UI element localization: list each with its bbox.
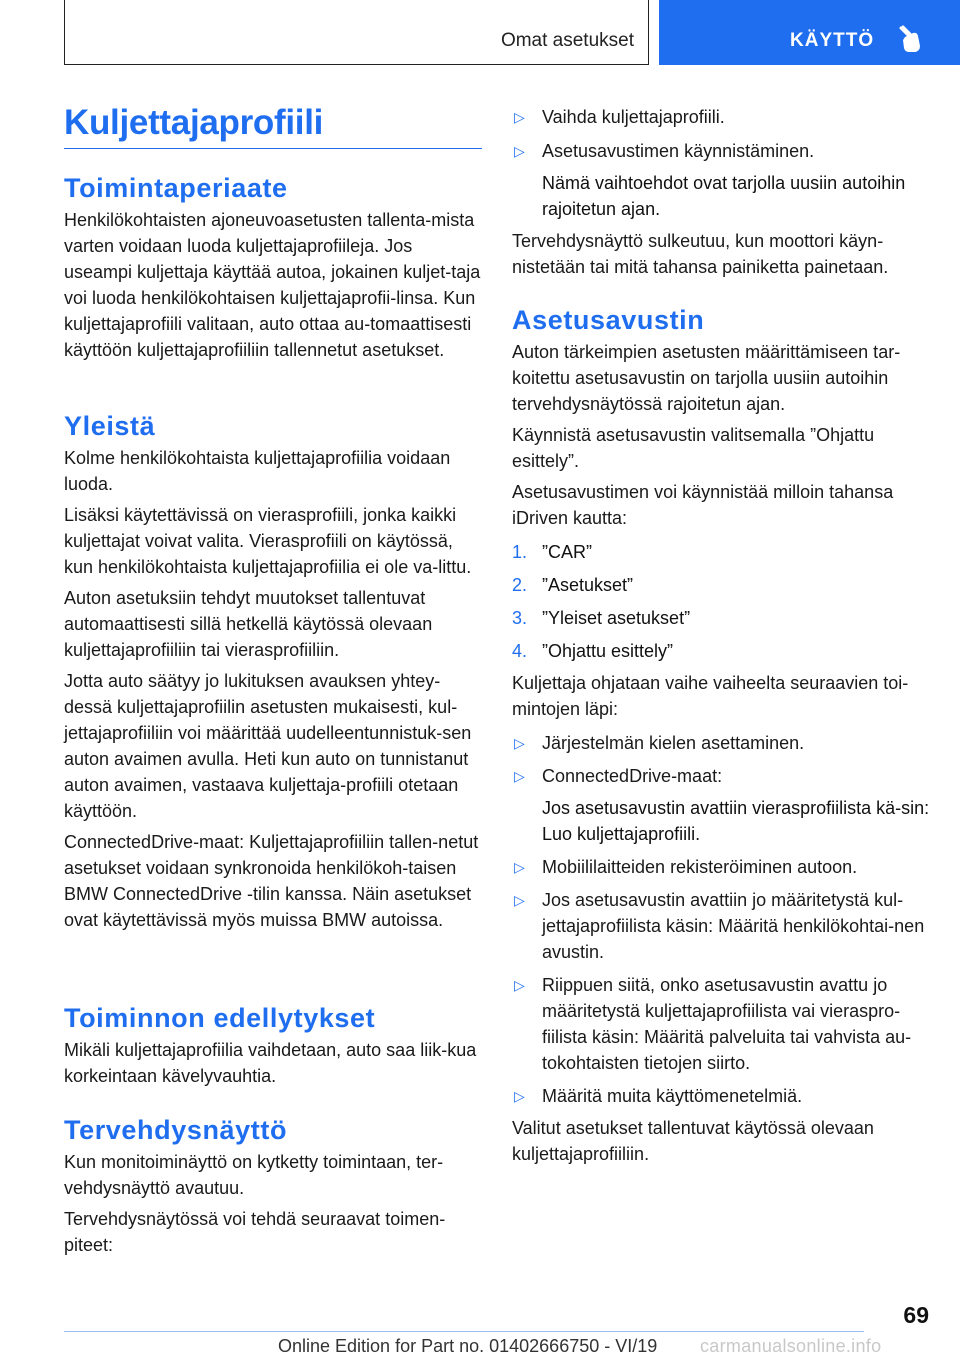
triangle-bullet-icon: ▷ [514,1088,525,1104]
paragraph: Tervehdysnäyttö sulkeutuu, kun moottori käyn-nistetään tai mitä tahansa painiketta painetaan. [512,231,889,277]
heading-asetusavustin: Asetusavustin [512,305,705,335]
watermark: carmanualsonline.info [700,1336,882,1356]
step-item: 4. ”Ohjattu esittely” [512,641,674,661]
section-tervehdysnaytto [64,1113,482,1258]
list-item: ▷ Vaihda kuljettajaprofiili. [512,104,932,130]
footer-divider [64,1331,864,1332]
list-item: ▷ Jos asetusavustin avattiin jo määritetystä kul-jettajaprofiilista käsin: Määritä henkilökohtai-nen avustin. [512,887,932,965]
paragraph: Valitut asetukset tallentuvat käytössä olevaan kuljettajaprofiiliin. [512,1118,874,1164]
page-number: 69 [903,1302,929,1328]
heading-toiminnon-edellytykset: Toiminnon edellytykset [64,1003,376,1033]
list-item-note: Jos asetusavustin avattiin vierasprofiilista kä-sin: Luo kuljettajaprofiili. [542,798,930,844]
step-item: 2. ”Asetukset” [512,575,634,595]
section-yleista [64,409,482,933]
list-item: ▷ Mobiililaitteiden rekisteröiminen autoon. [512,854,932,880]
paragraph: Auton tärkeimpien asetusten määrittämiseen tar-koitettu asetusavustin on tarjolla uusiin autoihin tervehdysnäytössä rajoitetun ajan. [512,342,901,414]
triangle-bullet-icon: ▷ [514,768,525,784]
list-item: ▷ ConnectedDrive-maat: [512,763,932,789]
paragraph: Kolme henkilökohtaista kuljettajaprofiilia voidaan luoda. [64,448,451,494]
triangle-bullet-icon: ▷ [514,143,525,159]
step-item: 1. ”CAR” [512,542,592,562]
paragraph: Käynnistä asetusavustin valitsemalla ”Ohjattu esittely”. [512,425,875,471]
numbered-steps [512,539,932,664]
triangle-bullet-icon: ▷ [514,892,525,908]
paragraph: Tervehdysnäytössä voi tehdä seuraavat toimen-piteet: [64,1209,446,1255]
triangle-bullet-icon: ▷ [514,735,525,751]
hand-pointer-icon [895,24,925,54]
list-item: ▷ Järjestelmän kielen asettaminen. [512,730,932,756]
list-item: ▷ Määritä muita käyttömenetelmiä. [512,1083,932,1109]
paragraph: Lisäksi käytettävissä on vierasprofiili, jonka kaikki kuljettajat voivat valita. Vierasprofiili on käytössä, kun henkilökohtaista kuljettajaprofiilia ei ole va-littu. [64,505,472,577]
paragraph: Kun monitoiminäyttö on kytketty toimintaan, ter-vehdysnäyttö avautuu. [64,1152,444,1198]
list-item-note: Nämä vaihtoehdot ovat tarjolla uusiin autoihin rajoitetun ajan. [542,173,906,219]
heading-tervehdysnaytto: Tervehdysnäyttö [64,1115,288,1145]
heading-toimintaperiaate: Toimintaperiaate [64,173,288,203]
list-item: ▷ Riippuen siitä, onko asetusavustin avattu jo määritetystä kuljettajaprofiilista vai vieraspro-fiilista käsin: Määritä palveluita tai vahvista au-tokohtaisten tietojen siirto. [512,972,932,1076]
triangle-bullet-icon: ▷ [514,977,525,993]
triangle-bullet-icon: ▷ [514,109,525,125]
right-column [512,104,932,1167]
list-item: ▷ Asetusavustimen käynnistäminen. [512,138,932,164]
paragraph: Auton asetuksiin tehdyt muutokset tallentuvat automaattisesti sillä hetkellä käytössä olevaan kuljettajaprofiiliin tai vierasprofiiliin. [64,588,433,660]
heading-yleista: Yleistä [64,411,156,441]
header-chapter-label: KÄYTTÖ [790,30,875,51]
paragraph: Mikäli kuljettajaprofiilia vaihdetaan, auto saa liik-kua korkeintaan kävelyvauhtia. [64,1040,477,1086]
paragraph: Henkilökohtaisten ajoneuvoasetusten tallenta-mista varten voidaan luoda kuljettajaprofiileja. Jos useampi kuljettaja käyttää autoa, jokainen kuljet-taja voi luoda henkilökohtaisen kuljettajaprofii-linsa. Kun kuljettajaprofiili valitaan, auto ottaa au-tomaattisesti käyttöön kuljettajaprofiiliin tallennetut asetukset. [64,210,481,360]
page-title: Kuljettajaprofiili [64,103,324,142]
header-section-box [64,0,649,65]
step-item: 3. ”Yleiset asetukset” [512,608,691,628]
paragraph: Kuljettaja ohjataan vaihe vaiheelta seuraavien toi-mintojen läpi: [512,673,909,719]
triangle-bullet-icon: ▷ [514,859,525,875]
header-chapter-tab[interactable] [659,0,960,65]
paragraph: Jotta auto säätyy jo lukituksen avauksen yhtey-dessä kuljettajaprofiilin asetusten mukaisesti, kul-jettajaprofiiliin voi määrittää uudelleentunnistuk-sen auton avaimen avulla. Heti kun auto on tunnistanut auton avaimen, vastaava kuljettaja-profiili otetaan käyttöön. [64,671,472,821]
section-toimintaperiaate [64,171,482,363]
paragraph: ConnectedDrive-maat: Kuljettajaprofiiliin tallen-netut asetukset voidaan synkronoida henkilökoh-taisen BMW ConnectedDrive -tilin kanssa. Näin asetukset ovat käytettävissä myös muissa BMW autoissa. [64,832,479,930]
paragraph: Asetusavustimen voi käynnistää milloin tahansa iDriven kautta: [512,482,894,528]
title-divider [64,148,482,149]
section-toiminnon-edellytykset [64,1001,482,1089]
header-section-title: Omat asetukset [500,30,634,51]
footer-edition: Online Edition for Part no. 01402666750 - VI/19 [278,1336,658,1356]
